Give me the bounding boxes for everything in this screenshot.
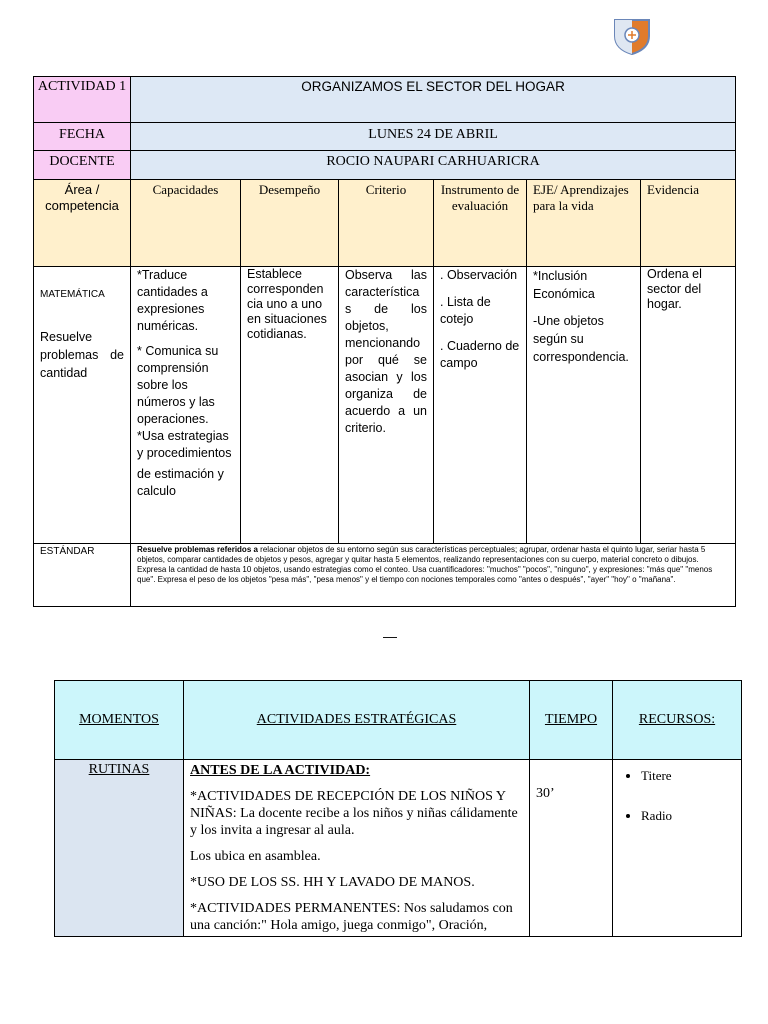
activity-plan-table bbox=[33, 76, 736, 607]
actividad-label: ACTIVIDAD 1 bbox=[34, 77, 131, 123]
estandar-label: ESTÁNDAR bbox=[34, 544, 131, 607]
col-header-capacidades: Capacidades bbox=[131, 180, 241, 267]
estandar-cell bbox=[131, 544, 736, 607]
eje-2: -Une objetos según su correspondencia. bbox=[533, 314, 629, 364]
col-header-evidencia: Evidencia bbox=[641, 180, 736, 267]
desempeno: Establece corresponden cia uno a uno en situaciones cotidianas. bbox=[241, 267, 339, 544]
separator-dash: — bbox=[383, 628, 397, 644]
docente-label: DOCENTE bbox=[34, 151, 131, 180]
moments-table bbox=[54, 680, 742, 937]
actividad-p3: *USO DE LOS SS. HH Y LAVADO DE MANOS. bbox=[190, 875, 475, 890]
momento-rutinas: RUTINAS bbox=[55, 760, 184, 937]
actividad-p1: *ACTIVIDADES DE RECEPCIÓN DE LOS NIÑOS Y NIÑAS: La docente recibe a los niños y niñas cálidamente y los invita a ingresar al aula. bbox=[190, 789, 518, 838]
estandar-bold: Resuelve problemas referidos a bbox=[137, 545, 258, 554]
antes-heading: ANTES DE LA ACTIVIDAD: bbox=[190, 763, 371, 778]
recurso-1: • Titere bbox=[641, 768, 741, 784]
header-recursos: RECURSOS: bbox=[613, 681, 742, 760]
actividades-cell bbox=[184, 760, 530, 937]
col-header-instrumento: Instrumento de evaluación bbox=[434, 180, 527, 267]
estandar-text: relacionar objetos de su entorno según sus características perceptuales; agrupar, ordenar hasta el quinto lugar, seriar hasta 5 objetos, comparar cantidades de objetos y pesos, agregar y quitar hasta 5 elementos, realizando representaciones con su cuerpo, material concreto o dibujos. Expresa la cantidad de hasta 10 objetos, usando estrategias como el conteo. Usa cuantificadores: "muchos" "pocos", "ninguno", y expresiones: "más que" "menos que". Expresa el peso de los objetos "pesa más", "pesa menos" y el tiempo con nociones temporales como "antes o después", "ayer" "hoy" o "mañana". bbox=[137, 545, 713, 584]
header-tiempo: TIEMPO bbox=[530, 681, 613, 760]
school-crest-logo bbox=[612, 16, 652, 56]
recurso-2: • Radio bbox=[641, 808, 741, 824]
area-name: MATEMÁTICA bbox=[40, 289, 105, 300]
actividad-p2: Los ubica en asamblea. bbox=[190, 849, 321, 864]
tiempo-value: 30’ bbox=[530, 760, 613, 937]
eje-cell bbox=[527, 267, 641, 544]
instrumento-2: . Lista de cotejo bbox=[440, 295, 491, 326]
fecha-label: FECHA bbox=[34, 123, 131, 151]
capacidad-3: *Usa estrategias y procedimientos bbox=[137, 429, 232, 460]
col-header-desempeno: Desempeño bbox=[241, 180, 339, 267]
instrumento-1: . Observación bbox=[440, 268, 518, 282]
competencia: Resuelve problemas de cantidad bbox=[40, 330, 124, 380]
capacidad-1: *Traduce cantidades a expresiones numéricas. bbox=[137, 268, 208, 333]
criterio: Observa las característica s de los objetos, mencionando por qué se asocian y los organiza de acuerdo a un criterio. bbox=[339, 267, 434, 544]
activity-title: ORGANIZAMOS EL SECTOR DEL HOGAR bbox=[131, 77, 736, 123]
col-header-eje: EJE/ Aprendizajes para la vida bbox=[527, 180, 641, 267]
instrumentos-cell bbox=[434, 267, 527, 544]
capacidades-cell bbox=[131, 267, 241, 544]
col-header-area: Área / competencia bbox=[34, 180, 131, 267]
fecha-value: LUNES 24 DE ABRIL bbox=[131, 123, 736, 151]
header-actividades: ACTIVIDADES ESTRATÉGICAS bbox=[184, 681, 530, 760]
col-header-criterio: Criterio bbox=[339, 180, 434, 267]
docente-value: ROCIO NAUPARI CARHUARICRA bbox=[131, 151, 736, 180]
eje-1: *Inclusión Económica bbox=[533, 269, 595, 301]
evidencia: Ordena el sector del hogar. bbox=[641, 267, 736, 544]
header-momentos: MOMENTOS bbox=[55, 681, 184, 760]
capacidad-4: de estimación y calculo bbox=[137, 467, 224, 498]
instrumento-3: . Cuaderno de campo bbox=[440, 339, 520, 370]
area-cell bbox=[34, 267, 131, 544]
recursos-cell bbox=[613, 760, 742, 937]
capacidad-2: * Comunica su comprensión sobre los números y las operaciones. bbox=[137, 344, 219, 426]
actividad-p4: *ACTIVIDADES PERMANENTES: Nos saludamos con una canción:" Hola amigo, juega conmigo", Oración, bbox=[190, 901, 513, 933]
